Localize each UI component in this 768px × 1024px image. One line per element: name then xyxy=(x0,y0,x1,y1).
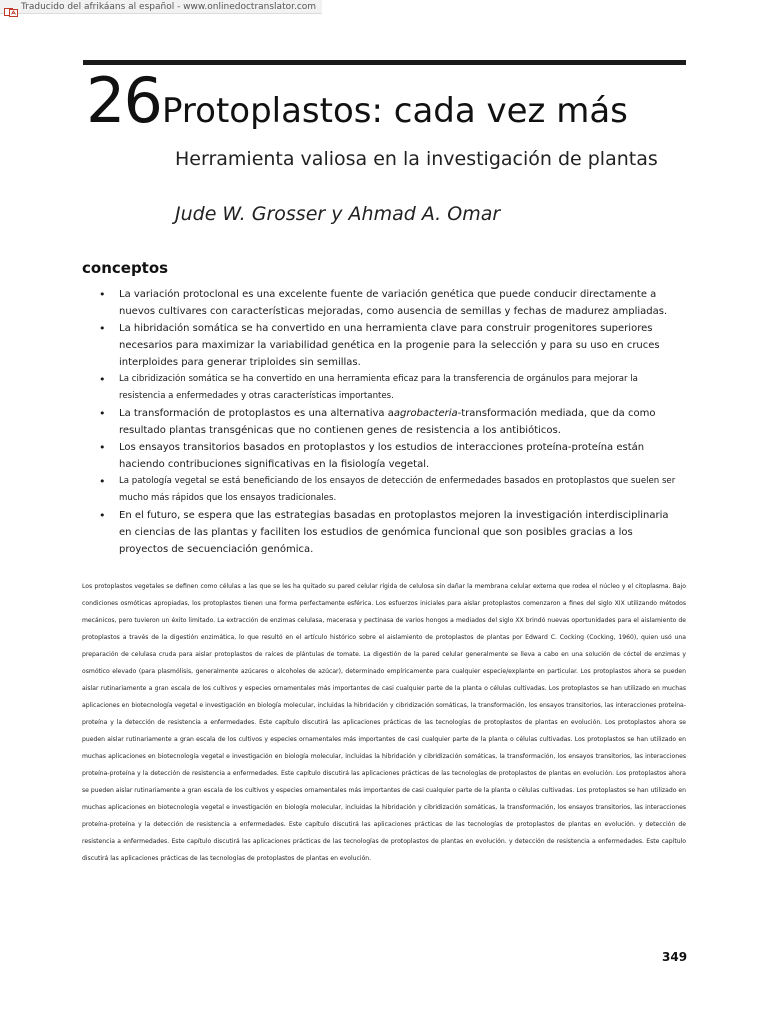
bullet-icon: • xyxy=(99,475,106,488)
concepts-list xyxy=(98,286,678,558)
concept-item xyxy=(98,320,678,371)
concept-text: La variación protoclonal es una excelente fuente de variación genética que puede conducir directamente a nuevos cultivares con características mejoradas, como ausencia de semillas y fechas de madurez ampliadas. xyxy=(119,289,668,317)
concept-item xyxy=(98,439,678,473)
translator-banner-text[interactable]: Traducido del afrikáans al español - www.onlinedoctranslator.com xyxy=(21,1,317,12)
concept-text-after: -transformación mediada, que da como resultado plantas transgénicas que no contienen genes de resistencia a los antibióticos. xyxy=(119,408,656,436)
concept-text: La hibridación somática se ha convertido en una herramienta clave para construir progenitores superiores necesarios para maximizar la variabilidad genética en la progenie para la selección y para su uso en cruces interploides para generar triploides sin semillas. xyxy=(119,323,660,368)
translate-icon xyxy=(4,2,18,11)
concept-item xyxy=(98,405,678,439)
chapter-rule xyxy=(83,60,686,65)
concept-item xyxy=(98,507,678,558)
bullet-icon: • xyxy=(99,322,106,335)
concepts-heading: conceptos xyxy=(82,259,169,277)
concept-text: La cibridización somática se ha convertido en una herramienta eficaz para la transferencia de orgánulos para mejorar la resistencia a enfermedades y otras características importantes. xyxy=(119,374,638,401)
page-number: 349 xyxy=(662,950,688,964)
chapter-number: 26 xyxy=(86,64,161,137)
concept-text: Los ensayos transitorios basados en protoplastos y los estudios de interacciones proteína-proteína están haciendo contribuciones significativas en la fisiología vegetal. xyxy=(119,442,645,470)
bullet-icon: • xyxy=(99,373,106,386)
body-paragraph: Los protoplastos vegetales se definen como células a las que se les ha quitado su pared celular rígida de celulosa sin dañar la membrana celular externa que rodea el núcleo y el citoplasma. Bajo condiciones osmóticas apropiadas, los protoplastos tienen una forma perfectamente esférica. Los esfuerzos iniciales para aislar protoplastos comenzaron a fines del siglo XIX utilizando métodos mecánicos, pero tuvieron un éxito limitado. La extracción de enzimas celulasa, macerasa y pectinasa de varios hongos a mediados del siglo XX brindó nuevas oportunidades para el aislamiento de protoplastos a través de la digestión enzimática, lo que resultó en el artículo histórico sobre el aislamiento de protoplastos de plantas por Edward C. Cocking (Cocking, 1960), quien usó una preparación de celulasa cruda para aislar protoplastos de raíces de plántulas de tomate. La digestión de la pared celular generalmente se lleva a cabo en una solución de cóctel de enzimas y osmótico elevado (para plasmólisis, generalmente azúcares o alcoholes de azúcar), determinado empíricamente para cualquier especie/explante en particular. Los protoplastos ahora se pueden aislar rutinariamente a gran escala de los cultivos y especies ornamentales más importantes de casi cualquier parte de la planta o células cultivadas. Los protoplastos se han utilizado en muchas aplicaciones en biotecnología vegetal e investigación en biología molecular, incluidas la hibridación y cibridización somáticas, la transformación, los ensayos transitorios, las interacciones proteína-proteína y la detección de resistencia a enfermedades. Este capítulo discutirá las aplicaciones prácticas de las tecnologías de protoplastos de plantas en evolución. Los protoplastos ahora se pueden aislar rutinariamente a gran escala de los cultivos y especies ornamentales más importantes de casi cualquier parte de la planta o células cultivadas. Los protoplastos se han utilizado en muchas aplicaciones en biotecnología vegetal e investigación en biología molecular, incluidas la hibridación y cibridización somáticas, la transformación, los ensayos transitorios, las interacciones proteína-proteína y la detección de resistencia a enfermedades. Este capítulo discutirá las aplicaciones prácticas de las tecnologías de protoplastos de plantas en evolución. Los protoplastos ahora se pueden aislar rutinariamente a gran escala de los cultivos y especies ornamentales más importantes de casi cualquier parte de la planta o células cultivadas. Los protoplastos se han utilizado en muchas aplicaciones en biotecnología vegetal e investigación en biología molecular, incluidas la hibridación y cibridización somáticas, la transformación, los ensayos transitorios, las interacciones proteína-proteína y la detección de resistencia a enfermedades. Este capítulo discutirá las aplicaciones prácticas de las tecnologías de protoplastos de plantas en evolución. y detección de resistencia a enfermedades. Este capítulo discutirá las aplicaciones prácticas de las tecnologías de protoplastos de plantas en evolución. y detección de resistencia a enfermedades. Este capítulo discutirá las aplicaciones prácticas de las tecnologías de protoplastos de plantas en evolución. xyxy=(82,583,686,862)
bullet-icon: • xyxy=(99,407,106,420)
bullet-icon: • xyxy=(99,441,106,454)
concept-item xyxy=(98,371,678,405)
chapter-authors: Jude W. Grosser y Ahmad A. Omar xyxy=(175,203,501,225)
concept-text-before: La transformación de protoplastos es una alternativa a xyxy=(119,408,394,419)
chapter-title: Protoplastos: cada vez más xyxy=(162,91,628,131)
concept-text: En el futuro, se espera que las estrategias basadas en protoplastos mejoren la investigación interdisciplinaria en ciencias de las plantas y faciliten los estudios de genómica funcional que son posibles gracias a los proyectos de secuenciación genómica. xyxy=(119,510,669,555)
bullet-icon: • xyxy=(99,509,106,522)
concept-item xyxy=(98,286,678,320)
concept-item xyxy=(98,473,678,507)
chapter-subtitle: Herramienta valiosa en la investigación de plantas xyxy=(175,148,658,170)
translator-banner[interactable] xyxy=(0,0,322,14)
concept-text-emphasis: agrobacteria xyxy=(393,408,458,419)
bullet-icon: • xyxy=(99,288,106,301)
concept-text: La patología vegetal se está beneficiando de los ensayos de detección de enfermedades basados en protoplastos que suelen ser mucho más rápidos que los ensayos tradicionales. xyxy=(119,476,676,503)
